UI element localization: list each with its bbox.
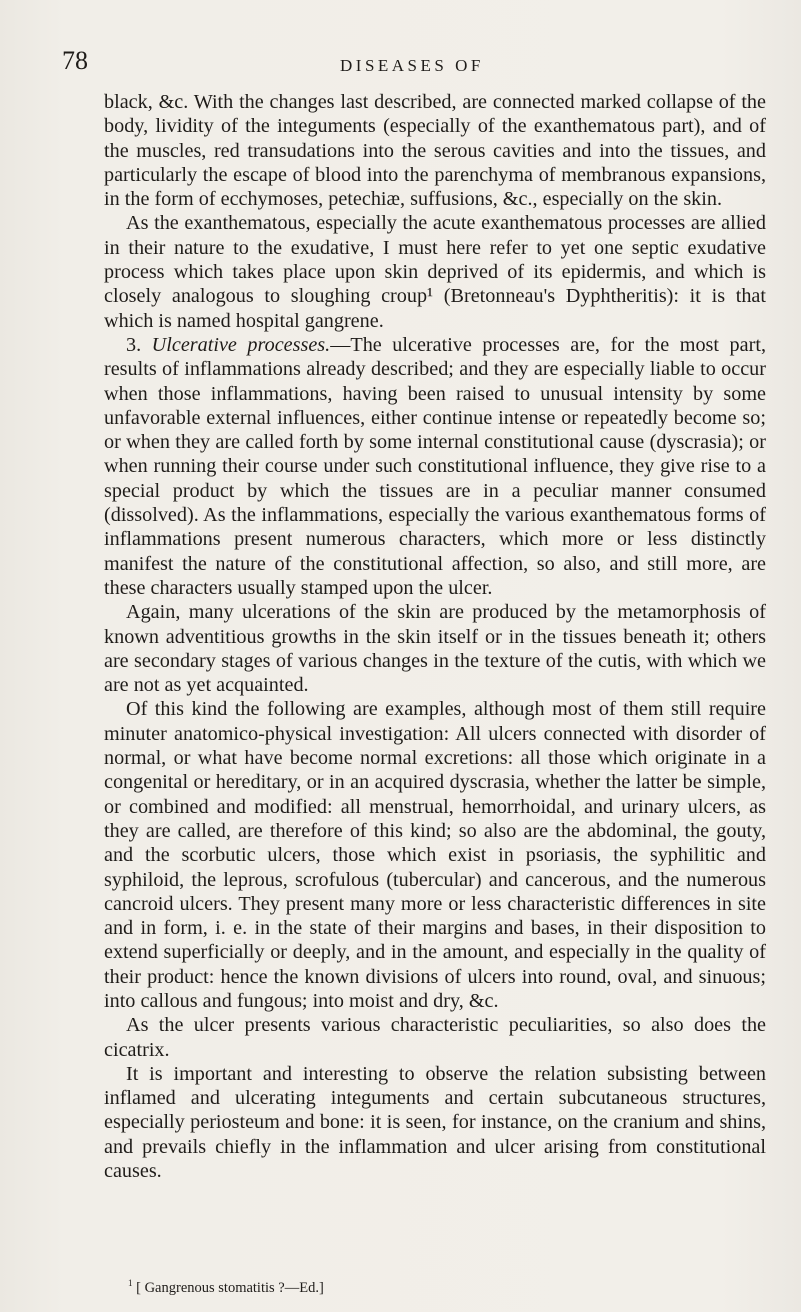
paragraph: black, &c. With the changes last described, are connected marked collapse of the body, lividity of the integuments (especially of the exanthematous part), and of the muscles, red transudations into the serous cavities and into the tissues, and particularly the escape of blood into the parenchyma of membranous expansions, in the form of ecchymoses, petechiæ, suffusions, &c., especially on the skin. <box>104 91 766 211</box>
paragraph: It is important and interesting to observe the relation subsisting between inflamed and ulcerating integuments and certain subcutaneous structures, especially periosteum and bone: it is seen, for instance, on the cranium and shins, and prevails chiefly in the inflammation and ulcer arising from constitutional causes. <box>104 1062 766 1183</box>
section-number: 3. <box>126 333 142 356</box>
paragraph: Of this kind the following are examples, although most of them still require minuter anatomico-physical investigation: All ulcers connected with disorder of normal, or what have become normal excretions: all those which originate in a congenital or hereditary, or in an acquired dyscrasia, whether the latter be simple, or combined and modified: all menstrual, hemorrhoidal, and urinary ulcers, as they are called, are therefore of this kind; so also are the abdominal, the gouty, and the scorbutic ulcers, those which exist in psoriasis, the syphilitic and syphiloid, the leprous, scrofulous (tubercular) and cancerous, and the numerous cancroid ulcers. They present many more or less characteristic differences in site and in form, i. e. in the state of their margins and bases, in their disposition to extend superficially or deeply, and in the amount, and especially in the quality of their product: hence the known divisions of ulcers into round, oval, and sinuous; into callous and fungous; into moist and dry, &c. <box>104 698 766 1012</box>
paragraph: Again, many ulcerations of the skin are produced by the metamorphosis of known adventitious growths in the skin itself or in the tissues beneath it; others are secondary stages of various changes in the texture of the cutis, with which we are not as yet acquainted. <box>104 601 766 697</box>
section-dash: — <box>330 333 351 356</box>
section-title: Ulcerative processes. <box>151 333 331 356</box>
footnote-mark: 1 <box>128 1278 133 1288</box>
paragraph: As the exanthematous, especially the acute exanthematous processes are allied in their nature to the exudative, I must here refer to yet one septic exudative process which takes place upon skin deprived of its epidermis, and which is closely analogous to sloughing croup¹ (Bretonneau's Dyphtheritis): it is that which is named hospital gangrene. <box>104 212 766 332</box>
page-header <box>0 46 801 76</box>
footnote-text: [ Gangrenous stomatitis ?—Ed.] <box>136 1279 324 1296</box>
running-head: DISEASES OF <box>340 56 484 75</box>
paragraph: As the ulcer presents various characteristic peculiarities, so also does the cicatrix. <box>104 1014 766 1061</box>
footnote <box>128 1278 324 1297</box>
section-text: The ulcerative processes are, for the most part, results of inflammations already described; and they are especially liable to occur when those inflammations, having been raised to unusual intensity by some unfavorable external influences, either continue intense or repeatedly become so; or when they are called forth by some internal constitutional cause (dyscrasia); or when running their course under such constitutional influence, they give rise to a special product by which the tissues are in a peculiar manner consumed (dissolved). As the inflammations, especially the various exanthematous forms of inflammations present numerous characters, which more or less distinctly manifest the nature of the constitutional affection, so also, and still more, are these characters usually stamped upon the ulcer. <box>104 333 766 599</box>
body-text <box>104 90 766 1183</box>
page-number: 78 <box>62 46 88 75</box>
section-paragraph <box>104 333 766 600</box>
